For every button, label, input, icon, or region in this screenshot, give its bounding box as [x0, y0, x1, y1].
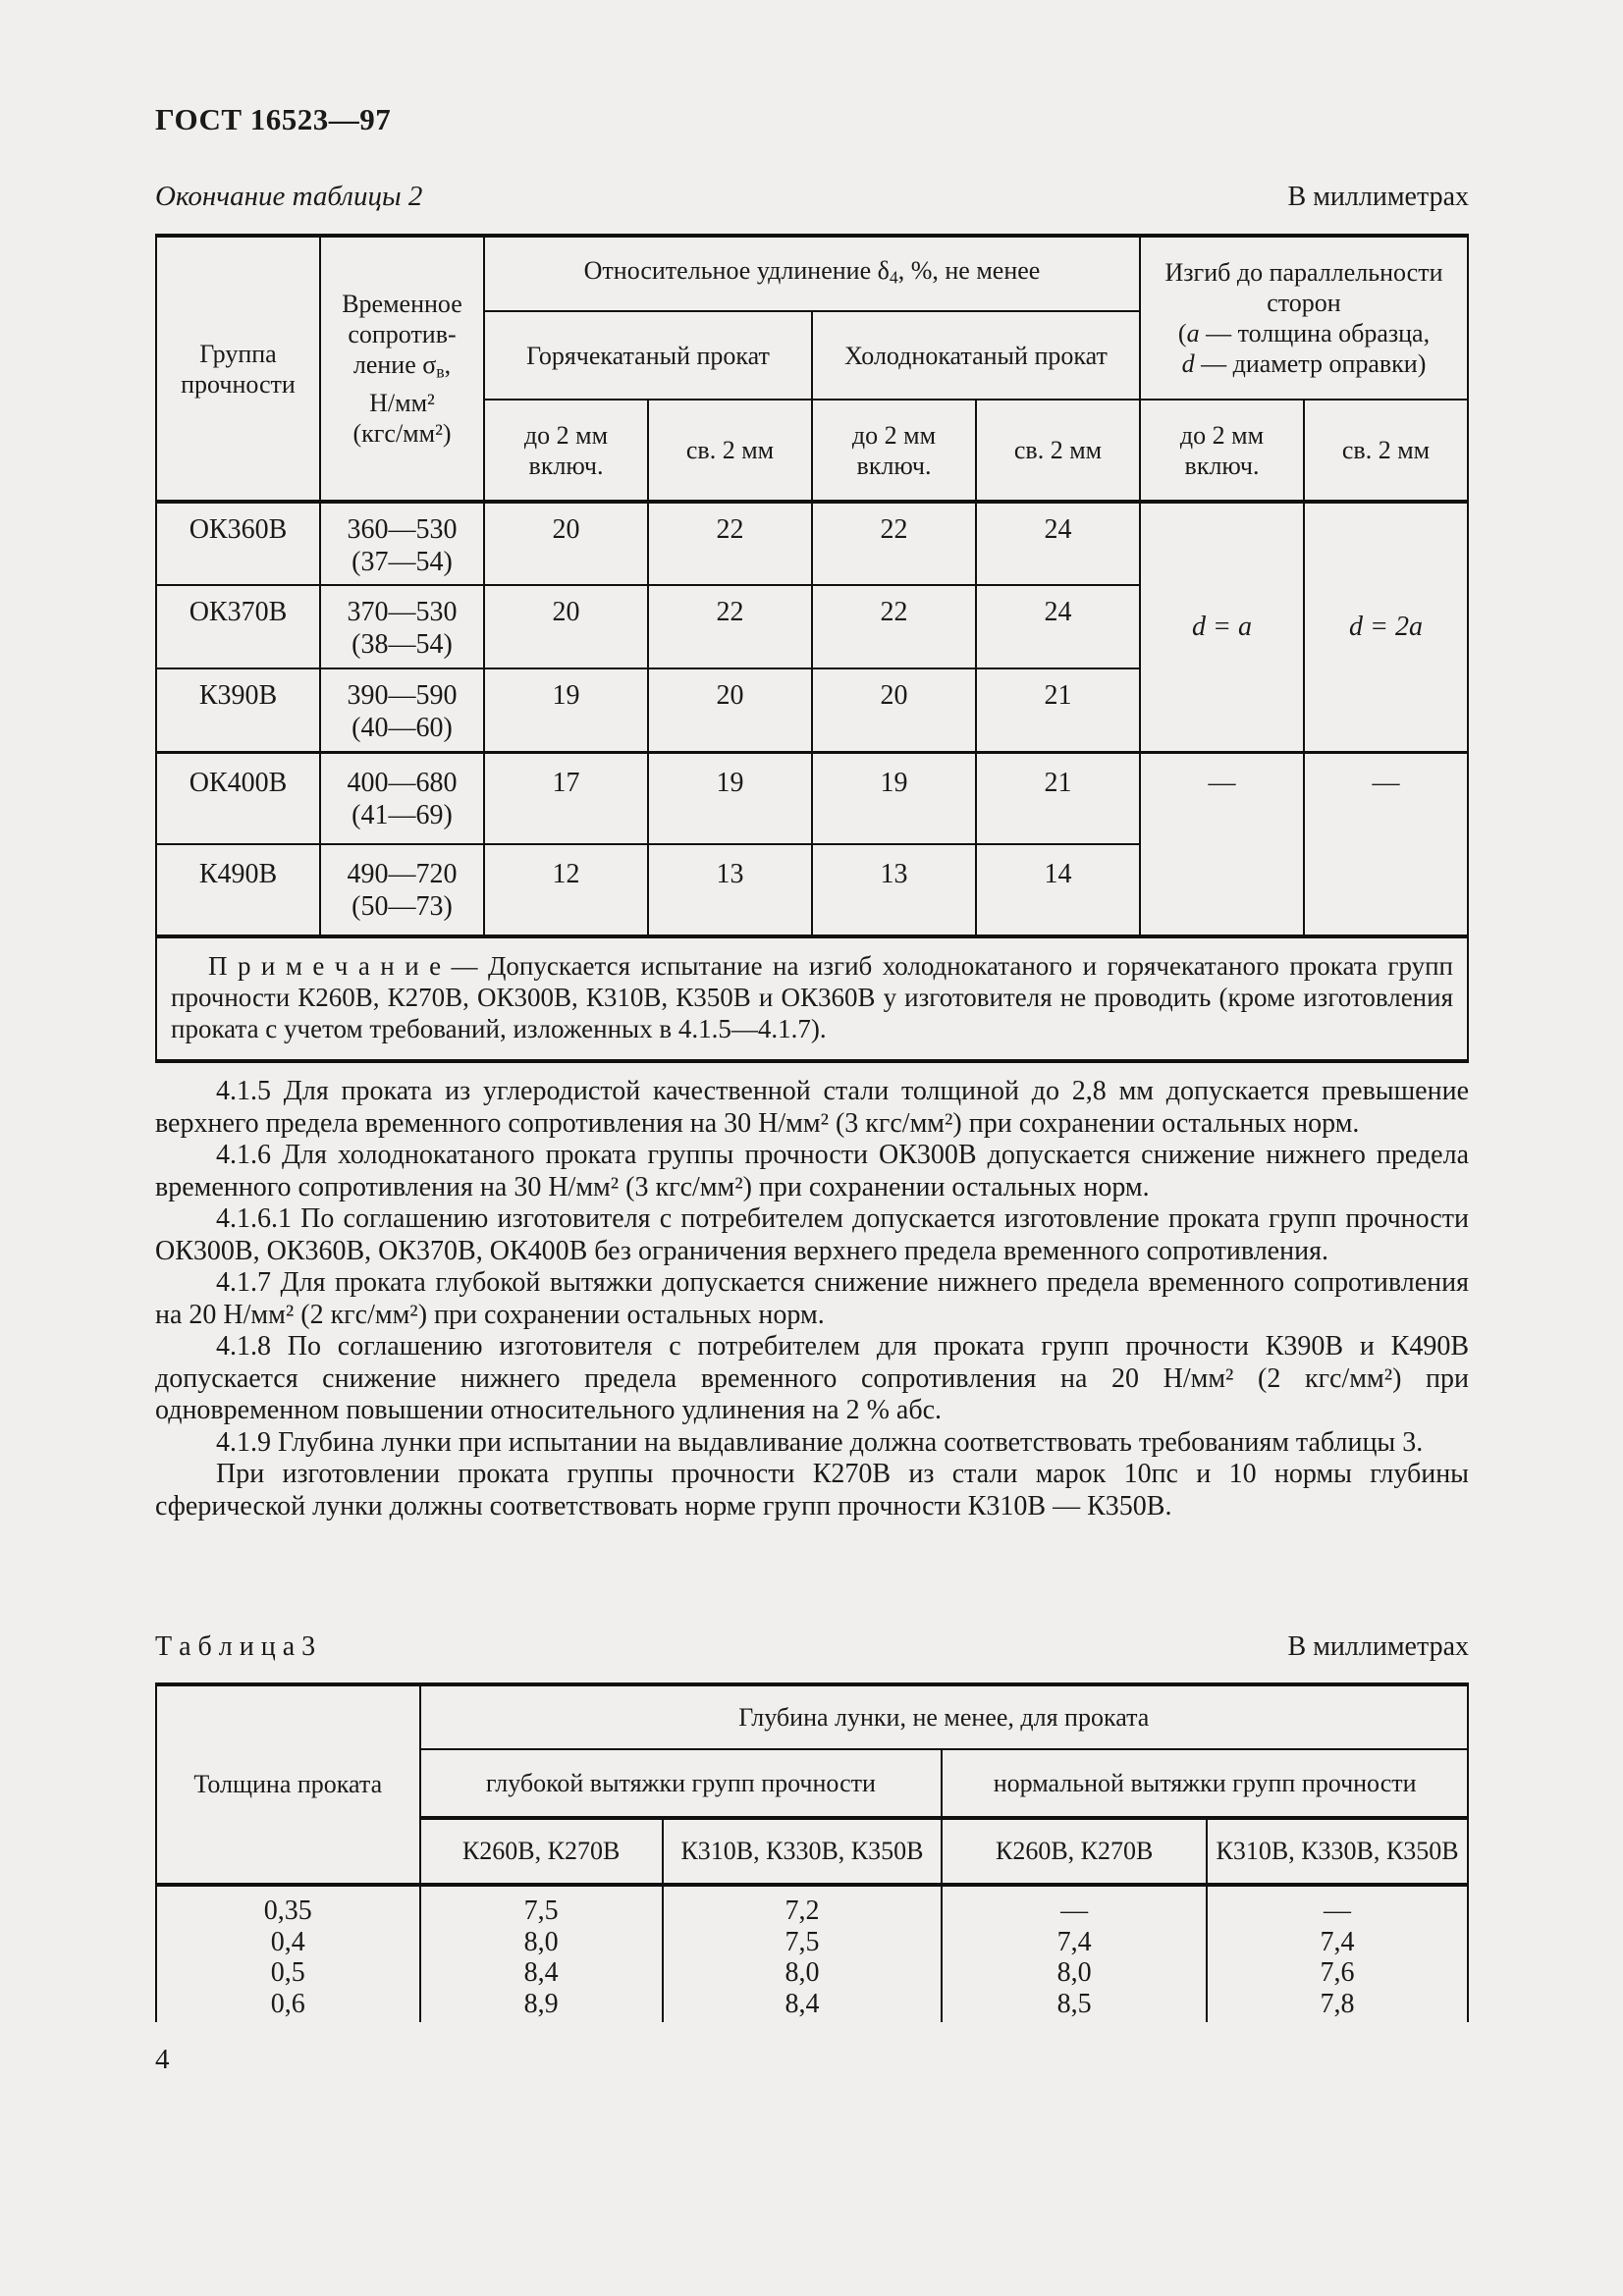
normal-k310-values-cell: — 7,4 7,6 7,8	[1207, 1885, 1468, 2022]
specimen-thickness-symbol: a	[1186, 319, 1200, 347]
value-cell: 19	[812, 752, 976, 844]
value-cell: 13	[812, 844, 976, 936]
table-note: П р и м е ч а н и е — Допускается испытание на изгиб холоднокатаного и горячекатаного проката групп прочности К260В, К270В, ОК300В, К310В, К350В и ОК360В у изготовителя не проводить (кроме изготовления проката с учетом требований, изложенных в 4.1.5—4.1.7).	[156, 936, 1468, 1061]
header-upto2mm-cell: до 2 мм включ.	[484, 400, 648, 502]
resistance-range-cell: 390—590 (40—60)	[320, 668, 484, 752]
value-cell: 22	[648, 585, 812, 668]
value-cell: 17	[484, 752, 648, 844]
value-cell: 22	[812, 502, 976, 585]
header-hot-rolled-cell: Горячекатаный прокат	[484, 311, 812, 400]
header-elongation-cell: Относительное удлинение $\delta_4$, %, не менее	[484, 236, 1140, 311]
header-cup-depth-span-cell: Глубина лунки, не менее, для проката	[420, 1684, 1468, 1749]
table3-caption-row	[155, 1631, 1469, 1663]
paragraph-4-1-9: 4.1.9 Глубина лунки при испытании на выдавливание должна соответствовать требованиям таблицы 3.	[216, 1426, 1424, 1458]
bend-condition-cell: d = 2a	[1304, 502, 1468, 752]
sigma-subscript: в	[436, 361, 445, 382]
header-over2mm-cell: св. 2 мм	[1304, 400, 1468, 502]
header-strength-groups-cell: К260В, К270В	[942, 1818, 1207, 1885]
resistance-range-cell: 400—680 (41—69)	[320, 752, 484, 844]
header-resistance-cell: Временное сопротив- ление $\sigma_в$, Н/мм² (кгс/мм²)	[320, 236, 484, 502]
table3-units-label: В миллиметрах	[1287, 1631, 1469, 1662]
value-cell: 21	[976, 668, 1140, 752]
page-number: 4	[155, 2044, 170, 2075]
resistance-range-cell: 360—530 (37—54)	[320, 502, 484, 585]
bend-condition-cell: —	[1140, 752, 1304, 936]
table-row	[156, 752, 1468, 844]
standard-number-heading: ГОСТ 16523—97	[155, 102, 392, 136]
value-cell: 20	[484, 585, 648, 668]
group-cell: К490В	[156, 844, 320, 936]
bend-condition-cell: d = a	[1140, 502, 1304, 752]
header-normal-drawing-cell: нормальной вытяжки групп прочности	[942, 1749, 1468, 1818]
header-upto2mm-cell: до 2 мм включ.	[1140, 400, 1304, 502]
value-cell: 12	[484, 844, 648, 936]
header-deep-drawing-cell: глубокой вытяжки групп прочности	[420, 1749, 943, 1818]
table-row	[156, 502, 1468, 585]
table2-caption-row	[155, 181, 1469, 213]
thickness-values-cell: 0,35 0,4 0,5 0,6	[156, 1885, 420, 2022]
table3-caption: Т а б л и ц а 3	[155, 1631, 316, 1662]
table2-mechanical-properties	[155, 234, 1469, 1063]
header-strength-groups-cell: К310В, К330В, К350В	[663, 1818, 943, 1885]
table3-cup-depth	[155, 1682, 1469, 2022]
body-text	[155, 1076, 1469, 1522]
table-row	[156, 1885, 1468, 2022]
bend-condition-cell: —	[1304, 752, 1468, 936]
group-cell: ОК360В	[156, 502, 320, 585]
header-group-cell: Группа прочности	[156, 236, 320, 502]
header-cold-rolled-cell: Холоднокатаный прокат	[812, 311, 1140, 400]
value-cell: 19	[648, 752, 812, 844]
value-cell: 14	[976, 844, 1140, 936]
deep-k310-values-cell: 7,2 7,5 8,0 8,4	[663, 1885, 943, 2022]
table-row	[156, 936, 1468, 1061]
value-cell: 19	[484, 668, 648, 752]
header-strength-groups-cell: К310В, К330В, К350В	[1207, 1818, 1468, 1885]
group-cell: ОК400В	[156, 752, 320, 844]
group-cell: К390В	[156, 668, 320, 752]
value-cell: 22	[648, 502, 812, 585]
paragraph-4-1-8: 4.1.8 По соглашению изготовителя с потребителем для проката групп прочности К390В и К490В допускается снижение нижнего предела временного сопротивления на 20 Н/мм² (2 кгс/мм²) при одновременном повышении относительного удлинения на 2 % абс.	[155, 1331, 1469, 1425]
resistance-range-cell: 370—530 (38—54)	[320, 585, 484, 668]
value-cell: 20	[648, 668, 812, 752]
mandrel-diameter-symbol: d	[1181, 349, 1195, 378]
paragraph-k270: При изготовлении проката группы прочности К270В из стали марок 10пс и 10 нормы глубины сферической лунки должны соответствовать норме групп прочности К310В — К350В.	[155, 1459, 1469, 1522]
header-thickness-cell: Толщина проката	[156, 1684, 420, 1885]
value-cell: 13	[648, 844, 812, 936]
paragraph-4-1-5: 4.1.5 Для проката из углеродистой качественной стали толщиной до 2,8 мм допускается превышение верхнего предела временного сопротивления на 30 Н/мм² (3 кгс/мм²) при сохранении остальных норм.	[155, 1076, 1469, 1139]
value-cell: 24	[976, 585, 1140, 668]
value-cell: 20	[484, 502, 648, 585]
resistance-range-cell: 490—720 (50—73)	[320, 844, 484, 936]
table2-units-label: В миллиметрах	[1287, 182, 1469, 212]
group-cell: ОК370В	[156, 585, 320, 668]
deep-k260-values-cell: 7,5 8,0 8,4 8,9	[420, 1885, 663, 2022]
header-upto2mm-cell: до 2 мм включ.	[812, 400, 976, 502]
header-strength-groups-cell: К260В, К270В	[420, 1818, 663, 1885]
value-cell: 22	[812, 585, 976, 668]
delta-subscript: 4	[889, 267, 898, 288]
paragraph-4-1-6-1: 4.1.6.1 По соглашению изготовителя с потребителем допускается изготовление проката групп прочности ОК300В, ОК360В, ОК370В, ОК400В без ограничения верхнего предела временного сопротивления.	[155, 1203, 1469, 1266]
header-bend-cell: Изгиб до параллельности сторон (a — толщина образца, d — диаметр оправки)	[1140, 236, 1468, 400]
normal-k260-values-cell: — 7,4 8,0 8,5	[942, 1885, 1207, 2022]
table-row	[156, 1684, 1468, 1749]
value-cell: 21	[976, 752, 1140, 844]
table-row	[156, 236, 1468, 311]
header-over2mm-cell: св. 2 мм	[976, 400, 1140, 502]
header-over2mm-cell: св. 2 мм	[648, 400, 812, 502]
paragraph-4-1-7: 4.1.7 Для проката глубокой вытяжки допускается снижение нижнего предела временного сопротивления на 20 Н/мм² (2 кгс/мм²) при сохранении остальных норм.	[155, 1267, 1469, 1330]
value-cell: 20	[812, 668, 976, 752]
paragraph-4-1-6: 4.1.6 Для холоднокатаного проката группы прочности ОК300В допускается снижение нижнего предела временного сопротивления на 30 Н/мм² (3 кгс/мм²) при сохранении остальных норм.	[155, 1140, 1469, 1202]
table2-caption: Окончание таблицы 2	[155, 181, 423, 212]
value-cell: 24	[976, 502, 1140, 585]
